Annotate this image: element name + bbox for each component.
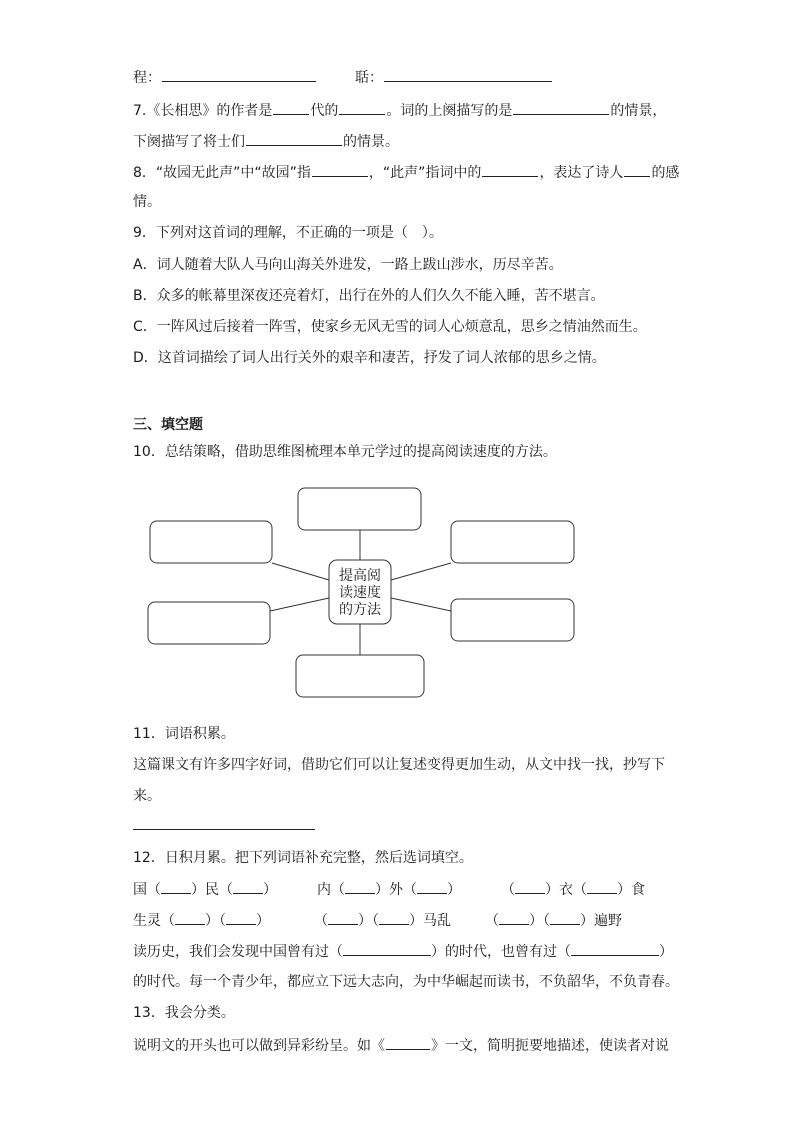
tiao-label: 聒： (355, 70, 383, 86)
q13-l1-t2: 》一文，简明扼要地描述，使读者对说 (431, 1038, 669, 1054)
blank-box-upper-right[interactable] (451, 521, 574, 563)
q12-r2-b2[interactable] (226, 911, 256, 925)
q12-r2-b1[interactable] (175, 911, 205, 925)
q12-r1-b6[interactable] (587, 880, 617, 894)
q12-line4: 的时代。每一个青少年，都应立下远大志向，为中华崛起而读书，不负韶华，不负青春。 (133, 974, 679, 990)
q11-line2: 来。 (133, 788, 161, 804)
connector-upper-right (391, 563, 451, 580)
connector-lower-right (391, 598, 451, 611)
blank-box-bottom[interactable] (296, 655, 424, 697)
q8-text5: 情。 (133, 194, 161, 210)
q11-answer-line[interactable] (133, 829, 315, 830)
q13-blank1[interactable] (386, 1035, 430, 1050)
q13-l1-t1: 说明文的开头也可以做到异彩纷呈。如《 (133, 1038, 385, 1054)
blank-box-lower-right[interactable] (451, 599, 574, 641)
q12-r2-t2: ） (256, 913, 270, 929)
q12-r2-b5[interactable] (499, 911, 529, 925)
q12-stem: 12．日积月累。把下列词语补充完整，然后选词填空。 (133, 850, 473, 866)
q12-r2-t8: ）遍野 (580, 913, 622, 929)
q12-line3 (133, 942, 673, 961)
center-node-line2: 读速度 (339, 585, 381, 601)
q11-line1: 这篇课文有许多四字好词，借助它们可以让复述变得更加生动，从文中找一找，抄写下 (133, 757, 665, 773)
q12-r2-t3: （ (314, 913, 328, 929)
q8-text1: 8．“故园无此声”中“故园”指 (133, 165, 311, 181)
center-node-line1: 提高阅 (339, 568, 381, 584)
q12-r1-t8: ）食 (617, 882, 645, 898)
q7-text2: 代的 (310, 103, 339, 119)
q12-l3-t3: ） (659, 944, 673, 960)
q12-r2-t5: ）马乱 (409, 913, 451, 929)
cheng-label: 程： (133, 70, 161, 86)
q9-option-b[interactable]: B．众多的帐幕里深夜还亮着灯，出行在外的人们久久不能入睡，苦不堪言。 (133, 288, 605, 304)
q13-stem: 13．我会分类。 (133, 1005, 235, 1021)
q12-r1-b5[interactable] (515, 880, 545, 894)
q12-r1-t5: ） (447, 882, 461, 898)
q12-r2-t0: 生灵（ (133, 913, 175, 929)
q7-text5: 下阕描写了将士们 (133, 134, 245, 150)
center-node-line3: 的方法 (339, 602, 381, 618)
q12-r2-b3[interactable] (328, 911, 358, 925)
q12-row2 (133, 911, 622, 930)
q12-r1-t1: ）民（ (191, 882, 233, 898)
q7-text4: 的情景， (610, 103, 667, 119)
connector-lower-left (270, 598, 329, 611)
q12-l3-blank2[interactable] (571, 942, 659, 956)
q12-l3-t2: ）的时代，也曾有过（ (431, 944, 571, 960)
blank-box-lower-left[interactable] (148, 602, 270, 644)
q12-l3-blank1[interactable] (343, 942, 431, 956)
q12-r1-b2[interactable] (233, 880, 263, 894)
q12-r2-b6[interactable] (550, 911, 580, 925)
q9-option-d[interactable]: D．这首词描绘了词人出行关外的艰辛和凄苦，抒发了词人浓郁的思乡之情。 (133, 350, 606, 366)
q9-option-c[interactable]: C．一阵风过后接着一阵雪，使家乡无风无雪的词人心烦意乱，思乡之情油然而生。 (133, 319, 647, 335)
q7-text1: 7.《长相思》的作者是 (133, 103, 273, 119)
q13-line1 (133, 1035, 669, 1055)
q7-text6: 的情景。 (343, 134, 399, 150)
blank-box-upper-left[interactable] (150, 521, 272, 563)
q12-r2-t6: （ (485, 913, 499, 929)
q11-stem: 11．词语积累。 (133, 726, 235, 742)
q8-text3: ，表达了诗人 (539, 165, 624, 181)
q12-r1-t3: 内（ (317, 882, 345, 898)
q8-text4: 的感 (651, 165, 680, 181)
q9-stem: 9．下列对这首词的理解，不正确的一项是（ ）。 (133, 225, 443, 241)
q12-l3-t1: 读历史，我们会发现中国曾有过（ (133, 944, 343, 960)
blank-box-top[interactable] (298, 488, 421, 530)
q12-r2-t4: ）（ (358, 913, 379, 929)
q12-r2-t7: ）（ (529, 913, 550, 929)
q12-row1 (133, 880, 645, 899)
q12-r1-t2: ） (263, 882, 277, 898)
q10-stem: 10．总结策略，借助思维图梳理本单元学过的提高阅读速度的方法。 (133, 444, 557, 460)
connector-upper-left (272, 563, 329, 580)
section-title: 三、填空题 (133, 417, 203, 433)
q12-r1-b1[interactable] (161, 880, 191, 894)
q12-r2-b4[interactable] (379, 911, 409, 925)
q12-r1-b3[interactable] (345, 880, 375, 894)
q12-r1-t4: ）外（ (375, 882, 417, 898)
q12-r2-t1: ）（ (205, 913, 226, 929)
q8-text2: ，“此声”指词中的 (368, 165, 482, 181)
q12-r1-b4[interactable] (417, 880, 447, 894)
q12-r1-t7: ）衣（ (545, 882, 587, 898)
q12-r1-t6: （ (501, 882, 515, 898)
q12-r1-t0: 国（ (133, 882, 161, 898)
q7-text3: 。词的上阕描写的是 (386, 103, 513, 119)
q9-option-a[interactable]: A．词人随着大队人马向山海关外进发，一路上跋山涉水，历尽辛苦。 (133, 257, 563, 273)
